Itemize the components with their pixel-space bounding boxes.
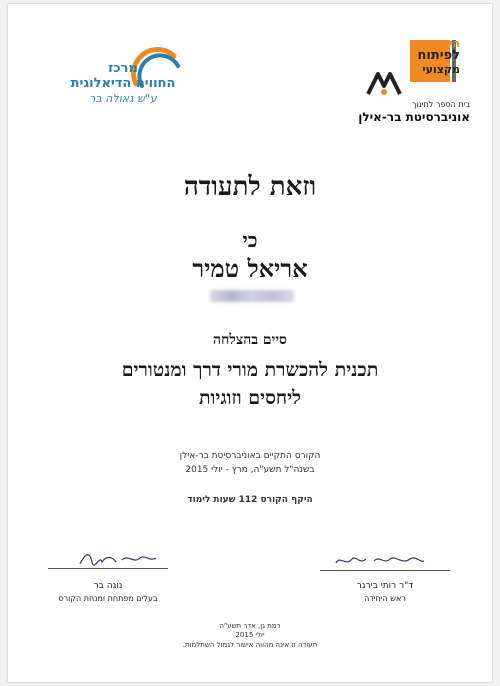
certificate-title: וזאת לתעודה [183, 172, 317, 202]
logo-line-3: ע"ש גאולה בר [89, 92, 157, 105]
dialogue-center-logo [38, 44, 193, 134]
right-signature-icon [330, 549, 430, 571]
completed-text: סיים בהצלחה [213, 332, 287, 348]
footer-disclaimer: תעודה זו אינה מהווה אישור לגמול השתלמות. [182, 641, 318, 649]
footer-place-date: רמת גן, אדר תשע"ה [219, 622, 281, 630]
bar-ilan-unit-logo [348, 32, 478, 124]
logo-unit-line-5: אוניברסיטת בר-אילן [358, 110, 470, 124]
recipient-name: אריאל טמיר [192, 254, 308, 283]
right-signature-line [320, 570, 450, 571]
course-hours: היקף הקורס 112 שעות לימוד [187, 495, 313, 505]
certificate-sheet [8, 4, 492, 682]
right-signer-role: ראש היחידה [364, 594, 406, 603]
left-signer-name: נוגה בר [93, 581, 123, 591]
certificate-ki: כי [242, 228, 258, 252]
logo-line-1: מרכז [108, 61, 138, 76]
left-signature-icon [72, 548, 172, 570]
logo-line-2: החוויה הדיאלוגית [70, 76, 176, 91]
left-signature-line [48, 568, 168, 569]
bar-ilan-mark-icon [364, 70, 404, 98]
footer-year: יולי 2015 [235, 631, 265, 639]
logo-unit-line-1: היחידה [424, 37, 460, 50]
program-line-2: ליחסים וזוגיות [198, 387, 302, 409]
right-signer-name: ד"ר רותי בירגר [356, 581, 414, 591]
logo-unit-line-3: מקצועי [422, 63, 460, 76]
left-signer-role: בעלים מפתחת ומנחת הקורס [58, 594, 158, 603]
redacted-id [210, 290, 294, 302]
course-held-line-2: בשנה"ל תשע"ה, מרץ - יולי 2015 [185, 465, 315, 475]
logo-unit-line-4: בית הספר לחינוך [412, 100, 470, 109]
course-held-line-1: הקורס התקיים באוניברסיטת בר-אילן [179, 451, 321, 461]
program-line-1: תכנית להכשרת מורי דרך ומנטורים [121, 359, 379, 381]
logo-unit-line-2: לפיתוח [417, 48, 460, 63]
